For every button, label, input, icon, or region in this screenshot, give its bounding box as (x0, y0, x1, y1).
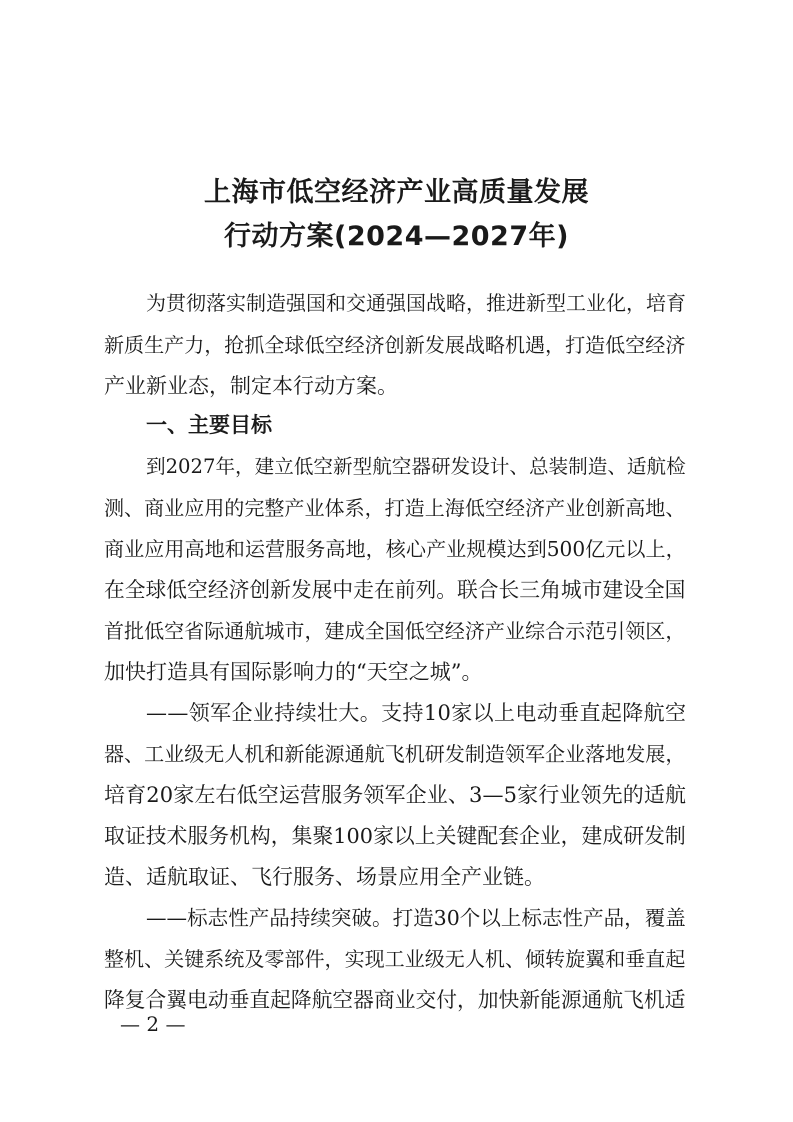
paragraph-leaders-line-3: 培育20家左右低空运营服务领军企业、3—5家行业领先的适航 (104, 783, 687, 807)
paragraph-intro-line-1: 为贯彻落实制造强国和交通强国战略，推进新型工业化，培育 (146, 291, 686, 315)
paragraph-leaders-line-1: ——领军企业持续壮大。支持10家以上电动垂直起降航空 (146, 701, 687, 725)
paragraph-leaders-line-5: 造、适航取证、飞行服务、场景应用全产业链。 (104, 865, 545, 889)
page-number: — 2 — (120, 1012, 186, 1036)
paragraph-leaders-line-2: 器、工业级无人机和新能源通航飞机研发制造领军企业落地发展， (104, 742, 686, 766)
document-title-line-2: 行动方案(2024—2027年) (224, 221, 569, 252)
paragraph-intro-line-3: 产业新业态，制定本行动方案。 (104, 374, 398, 398)
paragraph-leaders-line-4: 取证技术服务机构，集聚100家以上关键配套企业，建成研发制 (104, 824, 686, 848)
paragraph-products-line-2: 整机、关键系统及零部件，实现工业级无人机、倾转旋翼和垂直起 (104, 947, 686, 971)
paragraph-products-line-3: 降复合翼电动垂直起降航空器商业交付，加快新能源通航飞机适 (104, 988, 686, 1012)
section-heading-main-goals: 一、主要目标 (146, 413, 272, 437)
paragraph-products-line-1: ——标志性产品持续突破。打造30个以上标志性产品，覆盖 (146, 906, 686, 930)
paragraph-goals-line-1: 到2027年，建立低空新型航空器研发设计、总装制造、适航检 (146, 455, 686, 478)
document-title-line-1: 上海市低空经济产业高质量发展 (204, 177, 589, 208)
paragraph-goals-line-4: 在全球低空经济创新发展中走在前列。联合长三角城市建设全国 (104, 578, 686, 602)
paragraph-goals-line-3: 商业应用高地和运营服务高地，核心产业规模达到500亿元以上， (104, 537, 686, 561)
paragraph-goals-line-5: 首批低空省际通航城市，建成全国低空经济产业综合示范引领区， (104, 619, 686, 643)
paragraph-goals-line-6: 加快打造具有国际影响力的“天空之城”。 (104, 660, 483, 684)
paragraph-intro-line-2: 新质生产力，抢抓全球低空经济创新发展战略机遇，打造低空经济 (104, 333, 686, 357)
paragraph-goals-line-2: 测、商业应用的完整产业体系，打造上海低空经济产业创新高地、 (104, 496, 686, 520)
